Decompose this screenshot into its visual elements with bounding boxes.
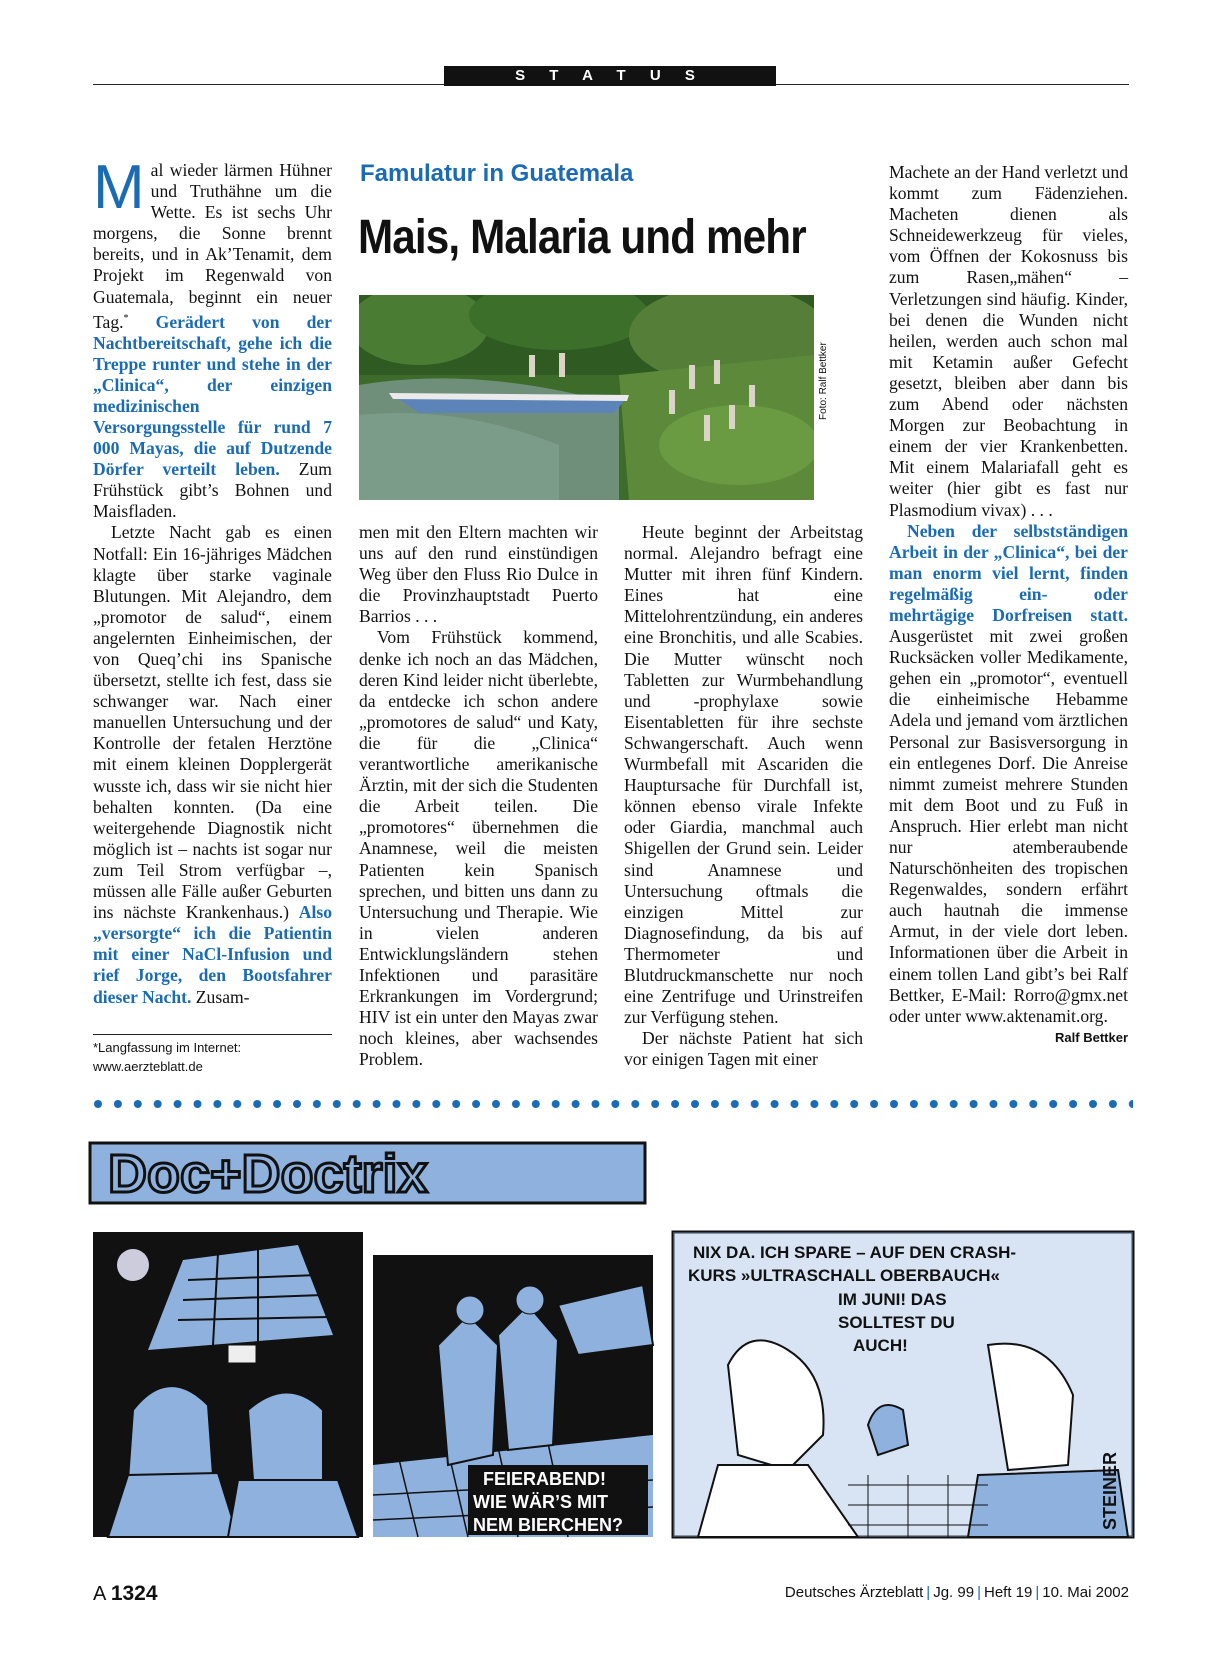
author: Ralf Bettker — [1055, 1029, 1128, 1045]
highlight-text: Also „versorgte“ ich die Patientin mit einer NaCl-Infusion und rief Jorge, den Bootsfahrer dieser Nacht. — [93, 902, 332, 1007]
paragraph: Vom Frühstück kommend, denke ich noch an das Mädchen, deren Kind leider nicht überlebte, da entdecke ich schon andere „promotores de salud“ und Katy, die für die „Clinica“ verantwortliche amerikanische Ärztin, mit der sich die Studenten die Arbeit teilen. Die „promotores“ übernehmen die Anamnese, weil die meisten Patienten kein Spanisch sprechen, und bitten uns dann zu Untersuchung und Therapie. Wie in vielen anderen Entwicklungsländern stehen Infektionen und parasitäre Erkrankungen im Vordergrund; HIV ist ein unter den Mayas zwar noch kleines, aber wachsendes Problem. — [359, 627, 598, 1070]
footnote-link[interactable]: www.aerzteblatt.de — [93, 1059, 203, 1074]
comic-title: Doc+Doctrix — [108, 1144, 428, 1204]
footer-info: Deutsches Ärzteblatt | Jg. 99 | Heft 19 | 10. Mai 2002 — [784, 1584, 1129, 1601]
section-label: S T A T U S — [444, 66, 776, 86]
kicker: Famulatur in Guatemala — [360, 160, 634, 187]
headline: Mais, Malaria und mehr — [358, 211, 806, 264]
text: Letzte Nacht gab es einen Notfall: Ein 16-jähriges Mädchen klagte über starke vaginale Blutungen. Mit Alejandro, dem „promotor de salud“, einem angelernten Einheimischen, der von Queq’chi ins Spanische übersetzt, stellte ich fest, dass sie schwanger war. Nach einer manuellen Untersuchung und der Kontrolle der fetalen Herztöne mit einem kleinen Dopplergerät wusste ich, dass wir sie nicht hier behalten konnten. (Da eine weitergehende Diagnostik nicht möglich ist – nachts ist sogar nur zum Teil Strom verfügbar –, müssen alle Fälle außer Geburten ins nächste Krankenhaus.) — [93, 522, 332, 923]
paragraph: Machete an der Hand verletzt und kommt zum Fädenziehen. Macheten dienen als Schneidewerkzeug für vieles, vom Öffnen der Kokosnuss bis zum Rasen„mähen“ – Verletzungen sind häufig. Kinder, bei denen die Wunden nicht heilen, werden auch schon mal mit Ketamin außer Gefecht gesetzt, bleiben aber dann bis zum Abend oder nächsten Morgen zur Beobachtung in einem der vier Krankenbetten. Mit einem Malariafall geht es weiter (hier gibt es fast nur Plasmodium vivax) . . . — [889, 162, 1128, 520]
comic-signature: STEINER — [1100, 1451, 1120, 1530]
drop-cap: M — [93, 153, 145, 222]
column-1 — [93, 153, 332, 1008]
highlight-text: Gerädert von der Nachtbereitschaft, gehe ich die Treppe runter und stehe in der „Clinica“, der einzigen medizinischen Versorgungsstelle für rund 7 000 Mayas, die auf Dutzende Dörfer verteilt leben. — [93, 311, 332, 480]
text: Zusam- — [195, 986, 250, 1007]
speech-line: NIX DA. ICH SPARE – AUF DEN CRASH- — [693, 1243, 1017, 1262]
speech-line: KURS »ULTRASCHALL OBERBAUCH« — [688, 1266, 1000, 1285]
speech-line: IM JUNI! DAS — [838, 1290, 947, 1309]
river-boat-photo — [359, 295, 814, 500]
paragraph — [93, 153, 332, 522]
page-value: 1324 — [110, 1582, 158, 1605]
speech-line: WIE WÄR’S MIT — [473, 1492, 608, 1512]
page-number — [93, 1582, 158, 1606]
text: Ausgerüstet mit zwei großen Rucksäcken voller Medikamente, gehen ein „promotor“, eventuell die einheimische Hebamme Adela und jemand vom ärztlichen Personal zur Basisversorgung in ein entlegenes Dorf. Die Anreise nimmt zumeist mehrere Stunden mit dem Boot und zu Fuß in Anspruch. Hier erlebt man nicht nur atemberaubende Naturschönheiten des tropischen Regenwaldes, sondern erfährt auch hautnah die immense Armut, in der viele dort leben. Informationen über die Arbeit in einem tollen Land gibt’s bei Ralf Bettker, E-Mail: Rorro@gmx.net oder unter www.aktenamit.org. — [889, 626, 1128, 1026]
dotted-separator — [93, 1098, 1133, 1110]
text: Zum Frühstück gibt’s Bohnen und Maisfladen. — [93, 459, 332, 522]
column-2 — [359, 522, 598, 1070]
paragraph — [889, 520, 1128, 1045]
column-3 — [624, 522, 863, 1070]
paragraph: Heute beginnt der Arbeitstag normal. Alejandro befragt eine Mutter mit ihren fünf Kindern. Eines hat eine Mittelohrentzündung, ein anderes eine Bronchitis, und alle Scabies. Die Mutter wünscht noch Tabletten zur Wurmbehandlung und -prophylaxe sowie Eisentabletten für ihre sechste Schwangerschaft. Auch wenn Wurmbefall mit Ascariden die Hauptursache für Durchfall ist, können ebenso virale Infekte oder Giardia, manchmal auch Shigellen der Grund sein. Leider sind Anamnese und Untersuchung oftmals die einzigen Mittel zur Diagnosefindung, da bis auf Thermometer und Blutdruckmanschette nur noch eine Zentrifuge und Urinstreifen zur Verfügung stehen. — [624, 522, 863, 1028]
speech-line: NEM BIERCHEN? — [473, 1515, 624, 1535]
issue: Heft 19 — [983, 1584, 1033, 1601]
column-4 — [889, 162, 1128, 1048]
speech-line: FEIERABEND! — [483, 1469, 607, 1489]
paragraph: Der nächste Patient hat sich vor einigen Tagen mit einer — [624, 1028, 863, 1070]
comic-artwork — [88, 1135, 1138, 1545]
speech-line: AUCH! — [853, 1336, 908, 1355]
date: 10. Mai 2002 — [1042, 1584, 1129, 1601]
article-photo — [359, 295, 814, 500]
volume: Jg. 99 — [933, 1584, 975, 1601]
footnote-mark: * — [123, 312, 129, 324]
photo-credit: Foto: Ralf Bettker — [818, 342, 829, 420]
text: al wieder lärmen Hühner und Truthähne um die Wette. Es ist sechs Uhr morgens, die Sonne brennt bereits, und in Ak’Tenamit, dem Projekt im Regenwald von Guatemala, beginnt ein neuer Tag. — [93, 160, 332, 332]
journal-name: Deutsches Ärzteblatt — [784, 1584, 924, 1601]
footnote-line: *Langfassung im Internet: — [93, 1040, 242, 1055]
highlight-text: Neben der selbstständigen Arbeit in der „Clinica“, bei der man enorm viel lernt, finden regelmäßig ein- oder mehrtägige Dorfreisen statt. — [889, 520, 1128, 625]
paragraph: men mit den Eltern machten wir uns auf den rund einstündigen Weg über den Fluss Rio Dulce in die Provinzhauptstadt Puerto Barrios . . . — [359, 522, 598, 627]
footnote — [93, 1034, 332, 1076]
page-prefix: A — [93, 1583, 106, 1605]
comic-strip — [88, 1135, 1138, 1545]
paragraph — [93, 522, 332, 1007]
speech-line: SOLLTEST DU — [838, 1313, 955, 1332]
